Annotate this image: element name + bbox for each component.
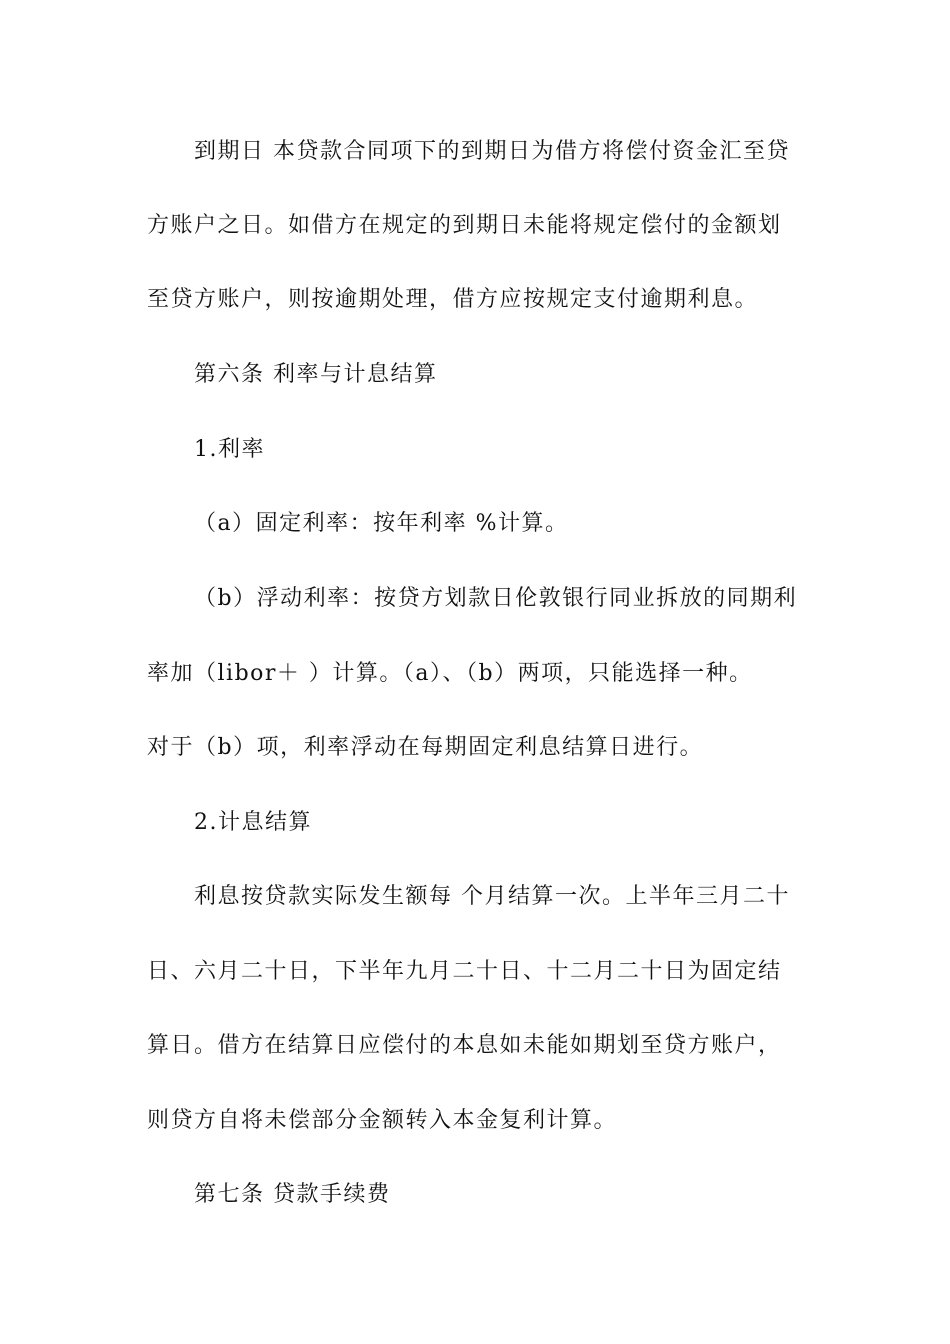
subsection-heading: 2.计息结算 [194, 810, 312, 835]
paragraph-line: 算日。借方在结算日应偿付的本息如未能如期划至贷方账户， [147, 1033, 782, 1058]
paragraph-line: 对于（b）项，利率浮动在每期固定利息结算日进行。 [147, 735, 704, 760]
paragraph-line: 日、六月二十日，下半年九月二十日、十二月二十日为固定结 [147, 959, 782, 984]
paragraph-line: 率加（libor＋ ）计算。（a）、（b）两项，只能选择一种。 [147, 661, 753, 686]
paragraph-line: 至贷方账户，则按逾期处理，借方应按规定支付逾期利息。 [147, 287, 759, 312]
paragraph-line: 方账户之日。如借方在规定的到期日未能将规定偿付的金额划 [147, 213, 782, 238]
subsection-heading: 1.利率 [194, 437, 265, 462]
paragraph-line: 则贷方自将未偿部分金额转入本金复利计算。 [147, 1108, 618, 1133]
paragraph-line: （b）浮动利率：按贷方划款日伦敦银行同业拆放的同期利 [194, 586, 798, 611]
section-heading: 第六条 利率与计息结算 [194, 362, 438, 387]
paragraph-line: （a）固定利率：按年利率 %计算。 [194, 511, 569, 536]
paragraph-line: 到期日 本贷款合同项下的到期日为借方将偿付资金汇至贷 [194, 139, 790, 164]
paragraph-line: 利息按贷款实际发生额每 个月结算一次。上半年三月二十 [194, 884, 790, 909]
section-heading: 第七条 贷款手续费 [194, 1182, 391, 1207]
